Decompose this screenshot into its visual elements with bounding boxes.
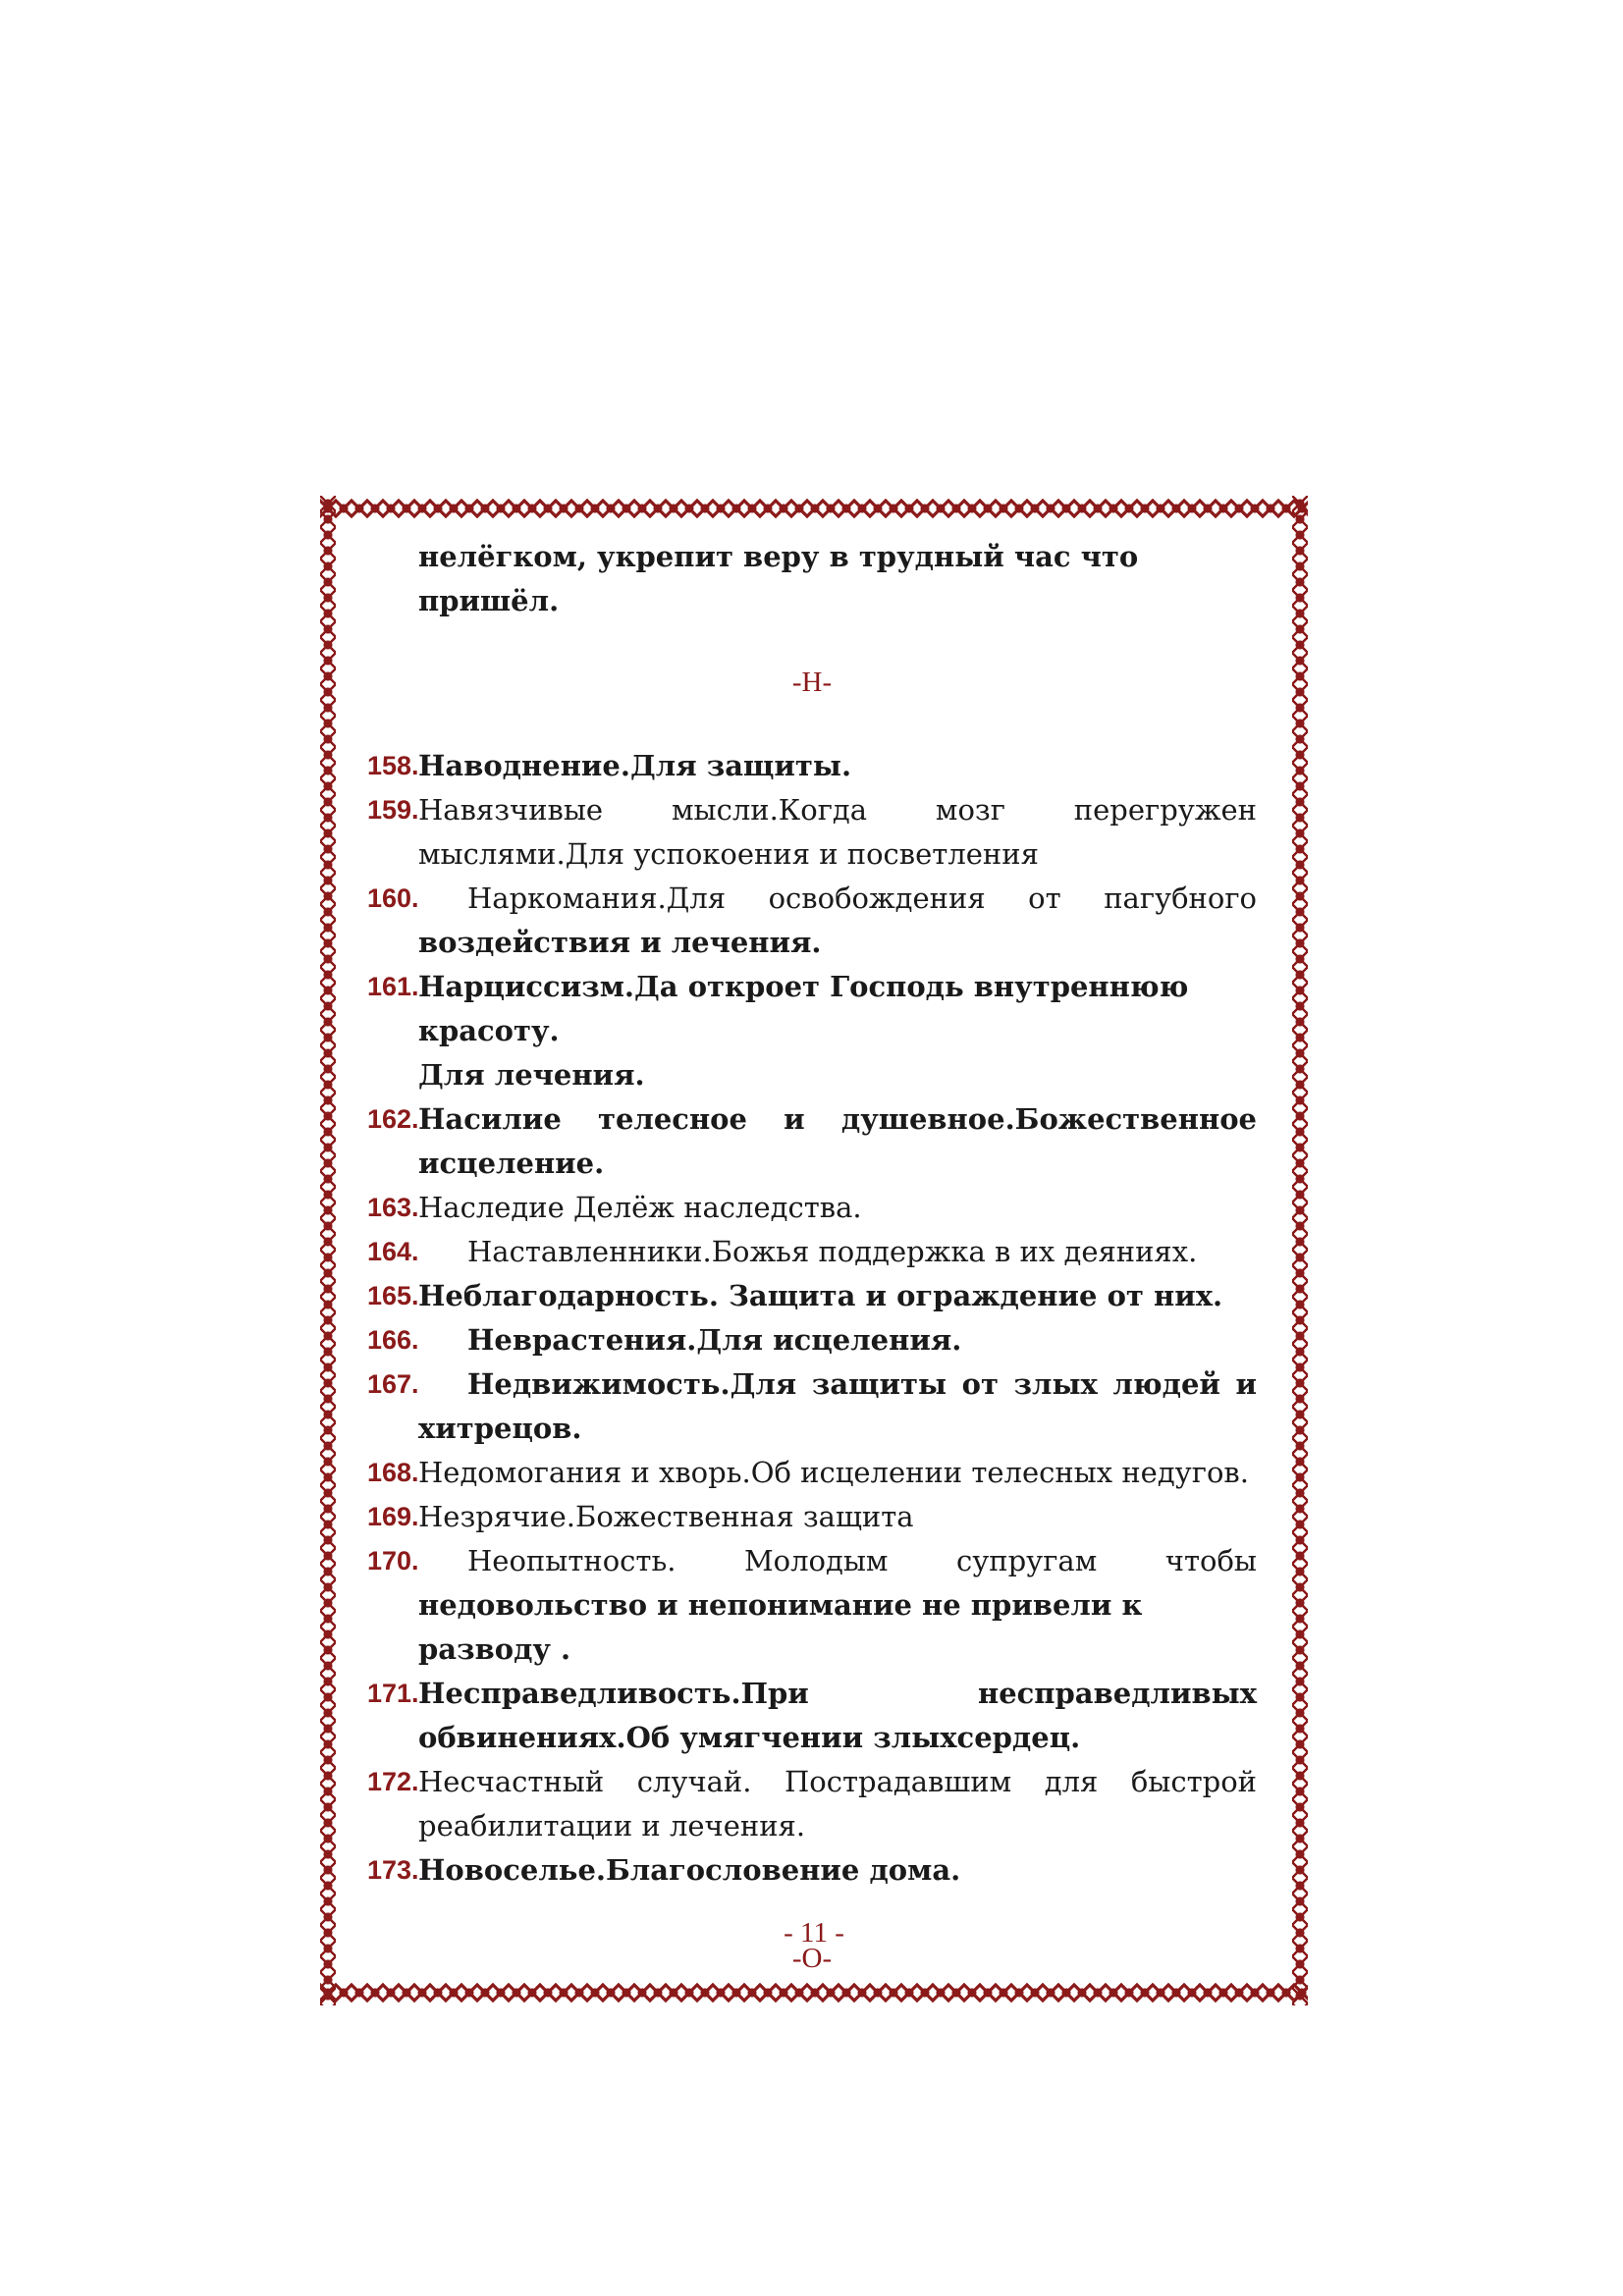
entry-text: Неблагодарность. Защита и ограждение от них. — [418, 1279, 1223, 1312]
entry-number: 160. — [367, 883, 419, 913]
section-letter-n: -Н- — [791, 667, 833, 698]
list-item — [367, 1495, 1257, 1539]
list-item — [367, 1318, 1257, 1362]
entry-text: Нарциссизм.Да откроет Господь внутреннюю красоту. — [418, 970, 1189, 1047]
entry-number: 172. — [367, 1767, 419, 1796]
entry-number: 159. — [367, 795, 419, 825]
entry-text-cont: недовольство и непонимание не привели к разводу . — [418, 1588, 1143, 1666]
entry-text: Незрячие.Божественная защита — [418, 1500, 914, 1533]
entry-number: 166. — [367, 1325, 419, 1355]
entry-text: Наследие Делёж наследства. — [418, 1191, 862, 1224]
entry-number: 170. — [367, 1546, 419, 1575]
list-item — [367, 1760, 1257, 1848]
page-number: - 11 - — [784, 1917, 844, 1949]
list-item — [367, 1362, 1257, 1451]
entry-number: 162. — [367, 1104, 419, 1134]
entry-number: 173. — [367, 1855, 419, 1885]
entry-number: 158. — [367, 751, 419, 780]
entry-text-cont: хитрецов. — [418, 1412, 582, 1445]
entry-text: Наводнение.Для защиты. — [418, 749, 852, 782]
entry-text-cont: мыслями.Для успокоения и посветления — [418, 837, 1039, 871]
continuation-text: нелёгком, укрепит веру в трудный час что пришёл. — [418, 540, 1139, 617]
entry-number: 169. — [367, 1502, 419, 1531]
entry-text-cont: обвинениях.Об умягчении злыхсердец. — [418, 1721, 1081, 1754]
ornament-border-right — [1292, 496, 1308, 2005]
page-content — [367, 535, 1257, 2020]
entry-text-cont: Для лечения. — [418, 1058, 645, 1092]
list-item — [367, 877, 1257, 965]
list-item — [367, 965, 1257, 1097]
entry-number: 167. — [367, 1369, 419, 1399]
list-item — [367, 744, 1257, 788]
list-item — [367, 1274, 1257, 1318]
list-item — [367, 1539, 1257, 1672]
entry-number: 161. — [367, 972, 419, 1001]
entry-text: Новоселье.Благословение дома. — [418, 1853, 961, 1887]
entry-text: Несчастный случай. Пострадавшим для быстрой — [418, 1765, 1257, 1798]
entry-number: 163. — [367, 1193, 419, 1222]
entry-text: Несправедливость.При несправедливых — [418, 1677, 1257, 1710]
entry-text-cont: воздействия и лечения. — [418, 926, 822, 959]
entry-text-cont: реабилитации и лечения. — [418, 1809, 806, 1842]
list-item — [367, 1848, 1257, 1893]
list-item — [367, 1672, 1257, 1760]
entry-text: Неврастения.Для исцеления. — [467, 1323, 962, 1357]
entry-text: Неопытность. Молодым супругам чтобы — [467, 1544, 1257, 1577]
list-item — [367, 788, 1257, 877]
list-item — [367, 1451, 1257, 1495]
entry-text: Насилие телесное и душевное.Божественное исцеление. — [418, 1102, 1257, 1180]
page-frame — [320, 496, 1308, 2005]
section-letter-o: -О- — [791, 1943, 833, 1974]
list-item — [367, 1097, 1257, 1186]
entry-number: 171. — [367, 1679, 419, 1708]
list-item — [367, 1230, 1257, 1274]
ornament-border-left — [320, 496, 336, 2005]
entry-text: Наркомания.Для освобождения от пагубного — [467, 881, 1257, 915]
entry-number: 165. — [367, 1281, 419, 1310]
entry-text: Недомогания и хворь.Об исцелении телесных недугов. — [418, 1456, 1249, 1489]
entry-text: Навязчивые мысли.Когда мозг перегружен — [418, 793, 1257, 827]
list-item — [367, 1186, 1257, 1230]
entry-text: Наставленники.Божья поддержка в их деяниях. — [467, 1235, 1198, 1268]
ornament-border-top — [320, 496, 1308, 521]
entry-number: 164. — [367, 1237, 419, 1266]
entry-text: Недвижимость.Для защиты от злых людей и — [467, 1367, 1257, 1401]
entry-number: 168. — [367, 1458, 419, 1487]
